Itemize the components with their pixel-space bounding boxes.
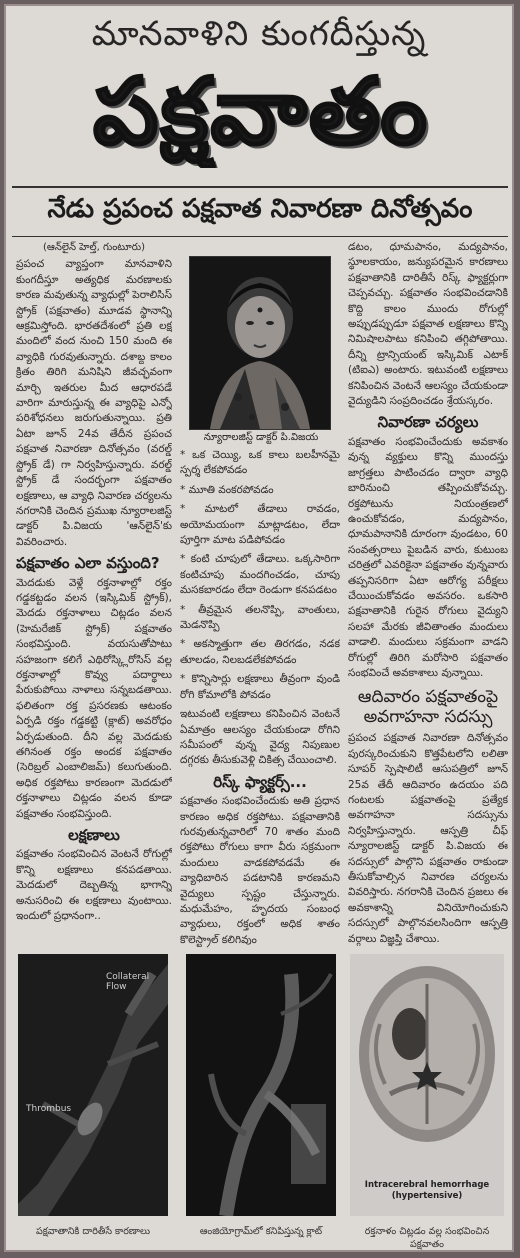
- heading-risk: రిస్క్ ఫ్యాక్టర్స్...: [213, 772, 307, 791]
- image-caption-2: ఆంజియోగ్రామ్‌లో కనిపిస్తున్న క్లాట్: [199, 1226, 323, 1237]
- label-collateral-flow: Collateral Flow: [106, 972, 150, 992]
- kicker: మానవాళిని కుంగదీస్తున్న: [91, 14, 427, 54]
- after-symptoms-paragraph: ఇటువంటి లక్షణాలు కనిపించిన వెంటనే ఏమాత్రం ఆలస్యం చేయకుండా రోగిని సమీపంలో వున్న వైద్య నిపుణుల దగ్గరకు తీసుకువెళ్లి చికిత్స చేయించాలి.: [180, 708, 340, 767]
- column-3: [348, 240, 508, 950]
- angiogram-image: [186, 954, 336, 1216]
- doctor-portrait: [189, 256, 331, 430]
- symptom-item: * కంటి చూపులో తేడాలు. ఒక్కసారిగా కంటిచూపు మందగించడం, చూపు మసకబారడం లేదా రెండుగా కనపడటం: [180, 553, 340, 597]
- how-paragraph: మెదడుకు వెళ్లే రక్తనాళాల్లో రక్తం గడ్డకట్టడం వలన (ఇస్కిమిక్ స్ట్రోక్), మెదడు రక్తనాళాలు చిట్లడం వలన (హెమరేజిక్ స్ట్రోక్) పక్షవాతం సంభవిస్తుంది. వయసుతోపాటు సహజంగా కలిగే ఎథిరోస్క్లిరోసిస్ వల్ల రక్తనాళాల్లో కొవ్వు పదార్థాలు పేరుకుపోయి నాళాలు సన్నబడతాయి. ఫలితంగా రక్త ప్రసరణకు ఆటంకం ఏర్పడి రక్తం గడ్డకట్టి (క్లాట్) అవరోధం ఏర్పడుతుంది. దీని వల్ల మెదడుకు తగినంత రక్తం అందక పక్షవాతం (సెరిబ్రల్ ఎంబాలిజమ్) కలుగుతుంది. అధిక రక్తపోటు కారణంగా మెదడులో రక్తనాళాలు చిట్లడం వలన కూడా పక్షవాతం సంభవిస్తుంది.: [16, 576, 172, 820]
- seminar-paragraph: ప్రపంచ పక్షవాత నివారణా దినోత్సవం పురస్కరించుకుని కొత్తపేటలోని లలితా సూపర్ స్పెషాలిటీ ఆసుపత్రిలో జూన్ 25వ తేదీ ఆదివారం ఉదయం పది గంటలకు పక్షవాతంపై ప్రత్యేక అవగాహనా సదస్సును నిర్వహిస్తున్నారు. ఆస్పత్రి చీఫ్ న్యూరాలజిస్ట్ డాక్టర్ పి.విజయ ఈ సదస్సులో పాల్గొని పక్షవాతం రాకుండా తీసుకోవాల్సిన నివారణ చర్యలను వివరిస్తారు. నగరానికి చెందిన ప్రజలు ఈ అవకాశాన్ని వినియోగించుకుని సదస్సులో పాల్గొనవలసిందిగా ఆస్పత్రి వర్గాలు విజ్ఞప్తి చేశాయి.: [348, 732, 508, 945]
- heading-sunday-seminar: ఆదివారం పక్షవాతంపై అవగాహనా సదస్సు: [357, 687, 499, 728]
- image-caption-3: రక్తనాళం చిట్లడం వల్ల సంభవించిన పక్షవాతం: [364, 1226, 490, 1250]
- heading-symptoms: లక్షణాలు: [68, 826, 120, 845]
- heading-how: పక్షవాతం ఎలా వస్తుంది?: [16, 554, 160, 573]
- label-intracerebral-hemorrhage: Intracerebral hemorrhage (hypertensive): [364, 1180, 490, 1201]
- symptom-item: * తీవ్రమైన తలనొప్పి, వాంతులు, మెడనొప్పి: [180, 603, 340, 632]
- prevention-paragraph: పక్షవాతం సంభవించేందుకు అవకాశం వున్న వ్యక్తులు కొన్ని ముందస్తు జాగ్రత్తలు పాటించడం ద్వారా వ్యాధి బారినుంచి తప్పించుకోవచ్చు. రక్తపోటును నియంత్రణలో ఉంచుకోవడం, మద్యపానం, ధూమపానానికి దూరంగా వుండటం, 60 సంవత్సరాలు పైబడిన వారు, కుటుంబ చరిత్రలో ఎవరికైనా పక్షవాతం వున్నవారు తప్పనిసరిగా ఏటా ఆరోగ్య పరీక్షలు చేయించుకోవడం అవసరం. ఒకసారి పక్షవాతానికి గురైన రోగులు వైద్యుని సలహా మేరకు జీవితాంతం మందులు వాడాలి. మందులు సక్రమంగా వాడని రోగుల్లో తిరిగి మరోసారి పక్షవాతం సంభవించే అవకాశాలు వున్నాయి.: [348, 435, 508, 679]
- byline: (ఆన్‌లైన్ హెల్త్, గుంటూరు): [42, 242, 146, 253]
- symptoms-paragraph: పక్షవాతం సంభవించిన వెంటనే రోగుల్లో కొన్ని లక్షణాలు కనపడతాయి. మెదడులో దెబ్బతిన్న భాగాన్ని అనుసరించి ఈ లక్షణాలు వుంటాయి. ఇందులో ప్రధానంగా..: [16, 848, 172, 923]
- image-caption-1: పక్షవాతానికి దారితీసే కారణాలు: [36, 1226, 150, 1237]
- symptom-item: * ఒక చెయ్యి, ఒక కాలు బలహీనమై స్పర్శ లేకపోవడం: [180, 449, 340, 477]
- thrombus-illustration: [18, 954, 168, 1216]
- label-thrombus: Thrombus: [26, 1104, 72, 1114]
- newspaper-clipping: [4, 4, 514, 1252]
- headline: పక్షవాతం: [92, 58, 430, 165]
- divider: [12, 186, 508, 188]
- photo-caption: న్యూరాలజిస్ట్ డాక్టర్ పి.విజయ: [203, 432, 319, 443]
- symptom-item: * కొన్నిసార్లు లక్షణాలు తీవ్రంగా వుండి రోగి కోమాలోకి పోవడం: [180, 673, 340, 701]
- heading-prevention: నివారణా చర్యలు: [377, 413, 479, 432]
- symptom-item: * మాటలో తేడాలు రావడం, అయోమయంగా మాట్లాడటం, లేదా పూర్తిగా మాట పడిపోవడం: [180, 503, 340, 547]
- intro-paragraph: ప్రపంచ వ్యాప్తంగా మానవాళిని కుంగదీస్తూ అత్యధిక మరణాలకు కారణ మవుతున్న వ్యాధుల్లో పెరాలిసిస్ స్ట్రోక్ (పక్షవాతం) మూడవ స్థానాన్ని ఆక్రమిస్తోంది. భారతదేశంలో ప్రతి లక్ష మందిలో వంద నుంచి 150 మంది ఈ వ్యాధికి గురవుతున్నారు. దశాబ్ద కాలం క్రితం తిరిగి మనిషిని జీవచ్ఛవంగా మార్చి ఇతరుల మీద ఆధారపడే వారిగా మారుస్తున్న ఈ వ్యాధిపై ఎన్నో పరిశోధనలు జరుగుతున్నాయి. ప్రతి ఏటా జూన్ 24వ తేదీన ప్రపంచ పక్షవాత నివారణా దినోత్సవం (వరల్డ్ స్ట్రోక్ డే) గా నిర్వహిస్తున్నారు. వరల్డ్ స్ట్రోక్ డే సందర్భంగా పక్షవాతం లక్షణాలు, ఆ వ్యాధి నివారణ చర్యలను నగరానికి చెందిన ప్రముఖ న్యూరాలజిస్ట్ డాక్టర్ పి.విజయ 'ఆన్‌లైన్'కు వివరించారు.: [16, 258, 172, 548]
- symptom-item: * మూతి వంకరపోవడం: [180, 483, 274, 496]
- subheadline: నేడు ప్రపంచ పక్షవాత నివారణా దినోత్సవం: [47, 194, 473, 224]
- column-2: [180, 448, 340, 950]
- column-1: [16, 240, 172, 950]
- risk-paragraph: పక్షవాతం సంభవించేందుకు అతి ప్రధాన కారణం అధిక రక్తపోటు. పక్షవాతానికి గురవుతున్నవారిలో 70 శాతం మంది రక్తపోటు రోగులు కాగా వీరు సక్రమంగా మందులు వాడకపోవడమే ఈ వ్యాధిబారిన పడటానికి కారణమని వైద్యులు స్పష్టం చేస్తున్నారు. మధుమేహం, హృదయ సంబంధ వ్యాధులు, రక్తంలో అధిక శాతం కొలెస్ట్రాల్ కలిగివుం: [180, 795, 340, 946]
- divider: [12, 236, 508, 237]
- continued-paragraph: డటం, ధూమపానం, మద్యపానం, స్థూలకాయం, జన్యుపరమైన కారణాలు పక్షవాతానికి దారితీసే రిస్క్ ఫ్యాక్టర్లుగా చెప్పవచ్చు. పక్షవాతం సంభవించడానికి కొద్ది కాలం ముందు రోగుల్లో అప్పుడప్పుడూ పక్షవాత లక్షణాలు కొన్ని నిమిషాలపాటు కనిపించి తగ్గిపోతాయి. దీన్ని ట్రాన్సియంట్ ఇస్కిమిక్ ఎటాక్ (టిఐఎ) అంటారు. ఇటువంటి లక్షణాలు కనిపించిన వెంటనే ఆలస్యం చేయకుండా వైద్యుడిని సంప్రదించడం శ్రేయస్కరం.: [348, 241, 508, 408]
- symptom-item: * అకస్మాత్తుగా తల తిరగడం, నడక తూలడం, నిలబడలేకపోవడం: [180, 638, 340, 666]
- brain-section-image: [350, 954, 504, 1216]
